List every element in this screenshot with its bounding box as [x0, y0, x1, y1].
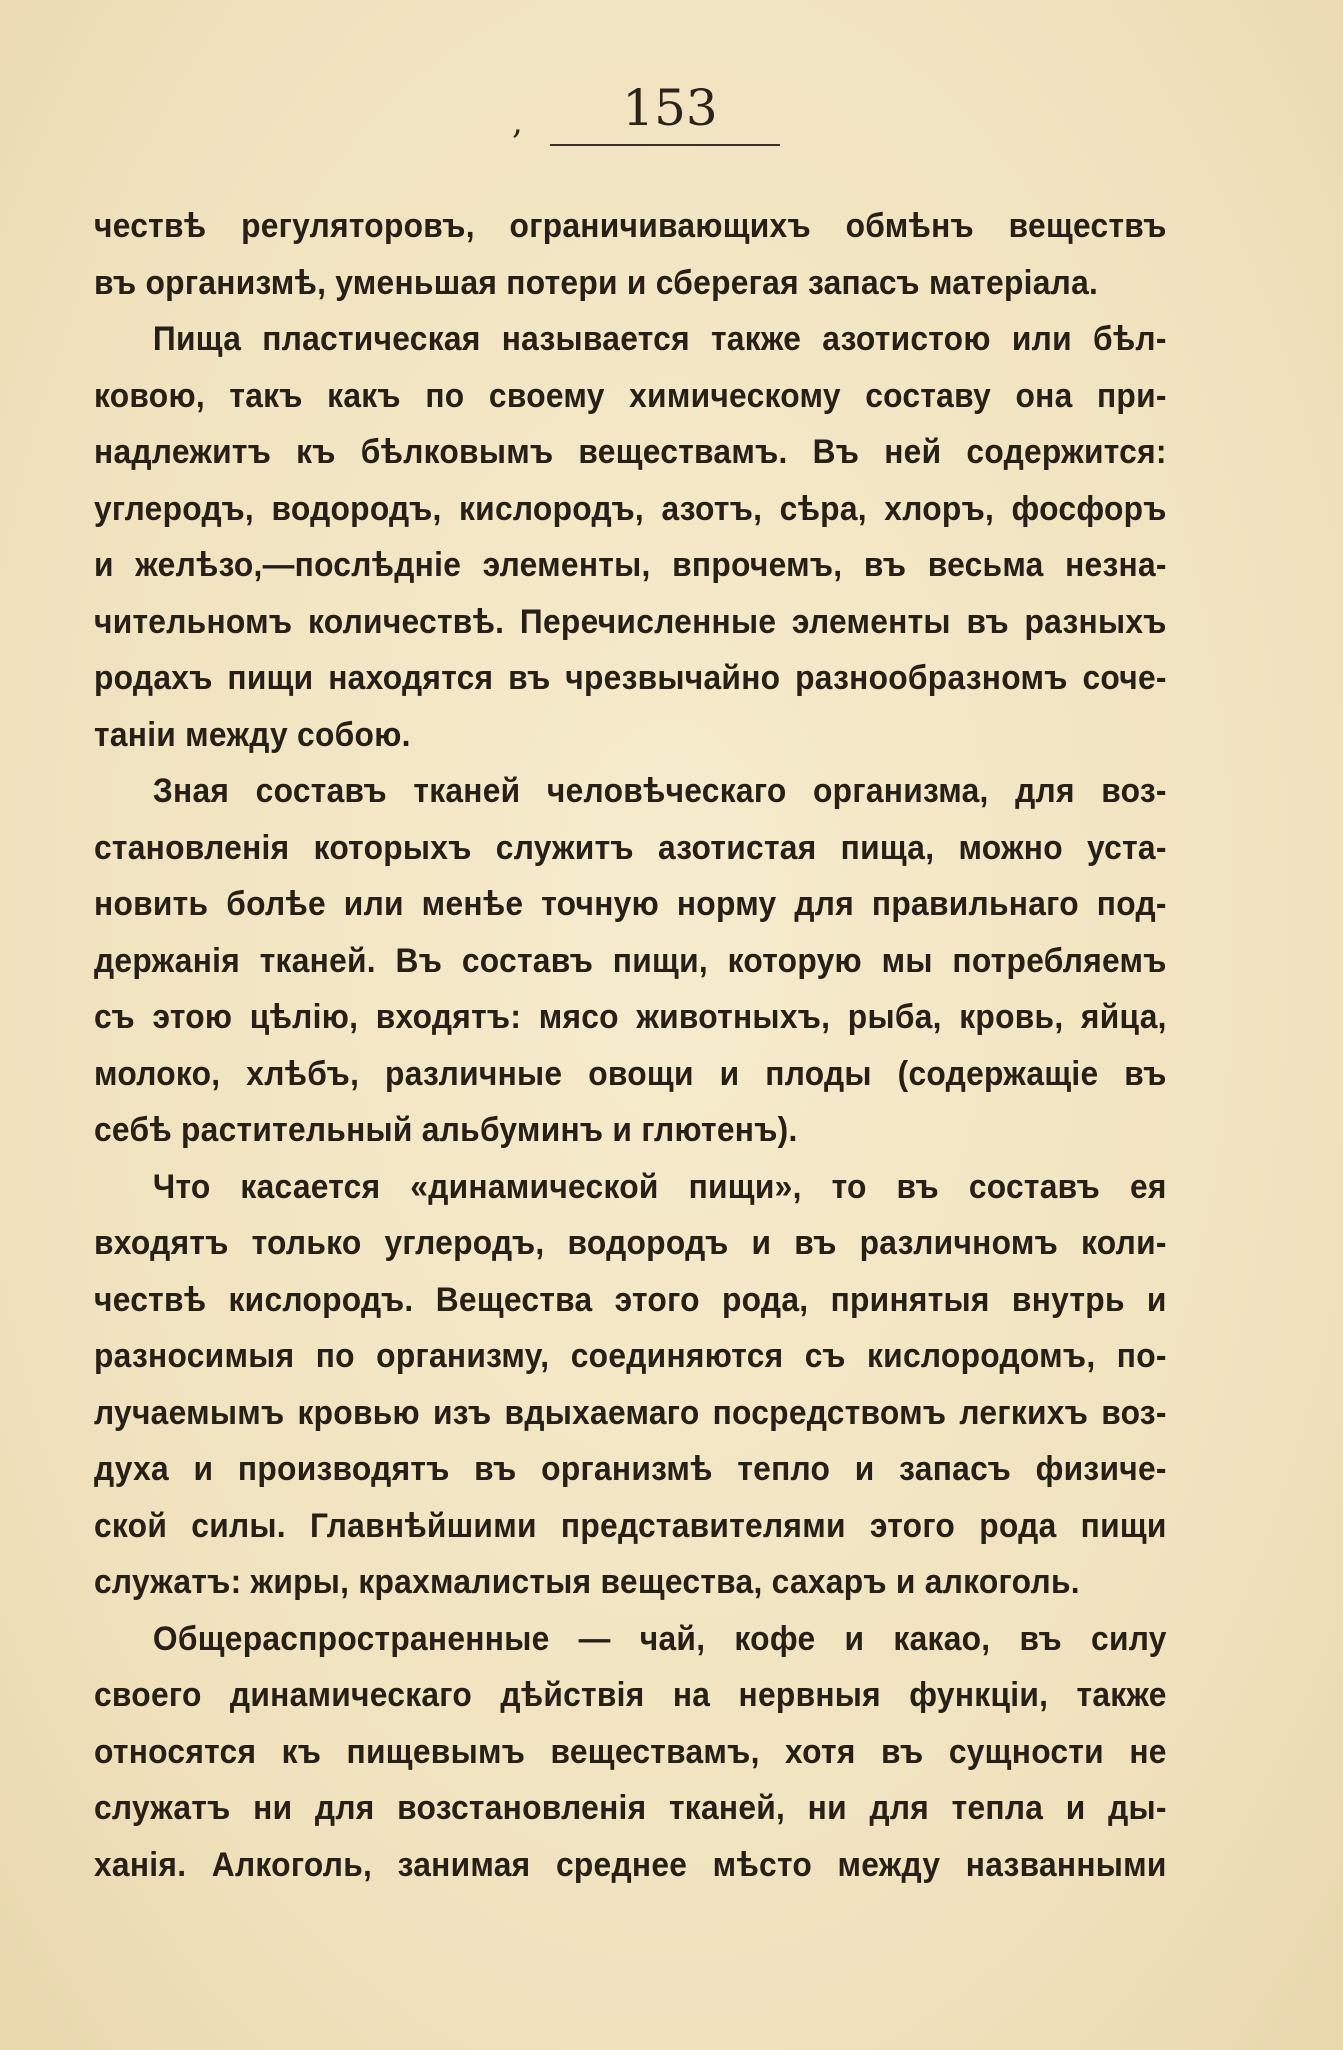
text-line: углеродъ, водородъ, кислородъ, азотъ, сѣра, хлоръ, фосфоръ — [94, 489, 1167, 528]
text-line: служатъ ни для возстановленія тканей, ни для тепла и ды- — [94, 1789, 1167, 1827]
header-mark: , — [512, 102, 523, 142]
text-line: ской силы. Главнѣйшими представителями этого рода пищи — [94, 1506, 1167, 1545]
text-line: становленія которыхъ служитъ азотистая пища, можно уста- — [94, 828, 1167, 867]
text-line: лучаемымъ кровью изъ вдыхаемаго посредствомъ легкихъ воз- — [94, 1393, 1167, 1432]
text-line: молоко, хлѣбъ, различные овощи и плоды (содержащіе въ — [94, 1054, 1167, 1093]
text-line: Пища пластическая называется также азотистою или бѣл- — [152, 320, 1167, 358]
text-line: относятся къ пищевымъ веществамъ, хотя въ сущности не — [94, 1732, 1167, 1771]
body-text — [94, 198, 1167, 1893]
text-line: Что касается «динамической пищи», то въ составъ ея — [152, 1167, 1167, 1206]
text-line: надлежитъ къ бѣлковымъ веществамъ. Въ ней содержится: — [94, 433, 1167, 471]
page-number: 153 — [622, 79, 718, 137]
page-header — [0, 78, 1343, 158]
text-line: разносимыя по организму, соединяются съ кислородомъ, по- — [94, 1337, 1167, 1375]
text-line: входятъ только углеродъ, водородъ и въ различномъ коли- — [94, 1224, 1167, 1262]
text-line: держанія тканей. Въ составъ пищи, которую мы потребляемъ — [94, 941, 1167, 980]
text-line: Общераспространенные — чай, кофе и какао, въ силу — [152, 1619, 1167, 1658]
text-line: чительномъ количествѣ. Перечисленные элементы въ разныхъ — [94, 602, 1167, 641]
text-line: ханія. Алкоголь, занимая среднее мѣсто между названными — [94, 1845, 1167, 1884]
text-line: съ этою цѣлію, входятъ: мясо животныхъ, рыба, кровь, яйца, — [94, 998, 1167, 1036]
text-line: себѣ растительный альбуминъ и глютенъ). — [94, 1111, 798, 1149]
text-line: своего динамическаго дѣйствія на нервныя функціи, также — [94, 1676, 1167, 1714]
text-line: служатъ: жиры, крахмалистыя вещества, сахаръ и алкоголь. — [94, 1563, 1080, 1601]
text-line: въ организмѣ, уменьшая потери и сберегая запасъ матеріала. — [94, 263, 1099, 302]
header-rule — [550, 144, 780, 146]
text-line: Зная составъ тканей человѣческаго организма, для воз- — [152, 772, 1167, 810]
text-line: новить болѣе или менѣе точную норму для правильнаго под- — [94, 885, 1167, 923]
text-line: таніи между собою. — [94, 715, 411, 754]
text-line: чествѣ кислородъ. Вещества этого рода, принятыя внутрь и — [94, 1280, 1167, 1319]
text-line: духа и производятъ въ организмѣ тепло и запасъ физиче- — [94, 1450, 1167, 1488]
text-line: ковою, такъ какъ по своему химическому составу она при- — [94, 376, 1167, 415]
text-line: родахъ пищи находятся въ чрезвычайно разнообразномъ соче- — [94, 659, 1167, 697]
text-line: чествѣ регуляторовъ, ограничивающихъ обмѣнъ веществъ — [94, 207, 1167, 245]
text-line: и желѣзо,—послѣдніе элементы, впрочемъ, въ весьма незна- — [94, 546, 1167, 584]
